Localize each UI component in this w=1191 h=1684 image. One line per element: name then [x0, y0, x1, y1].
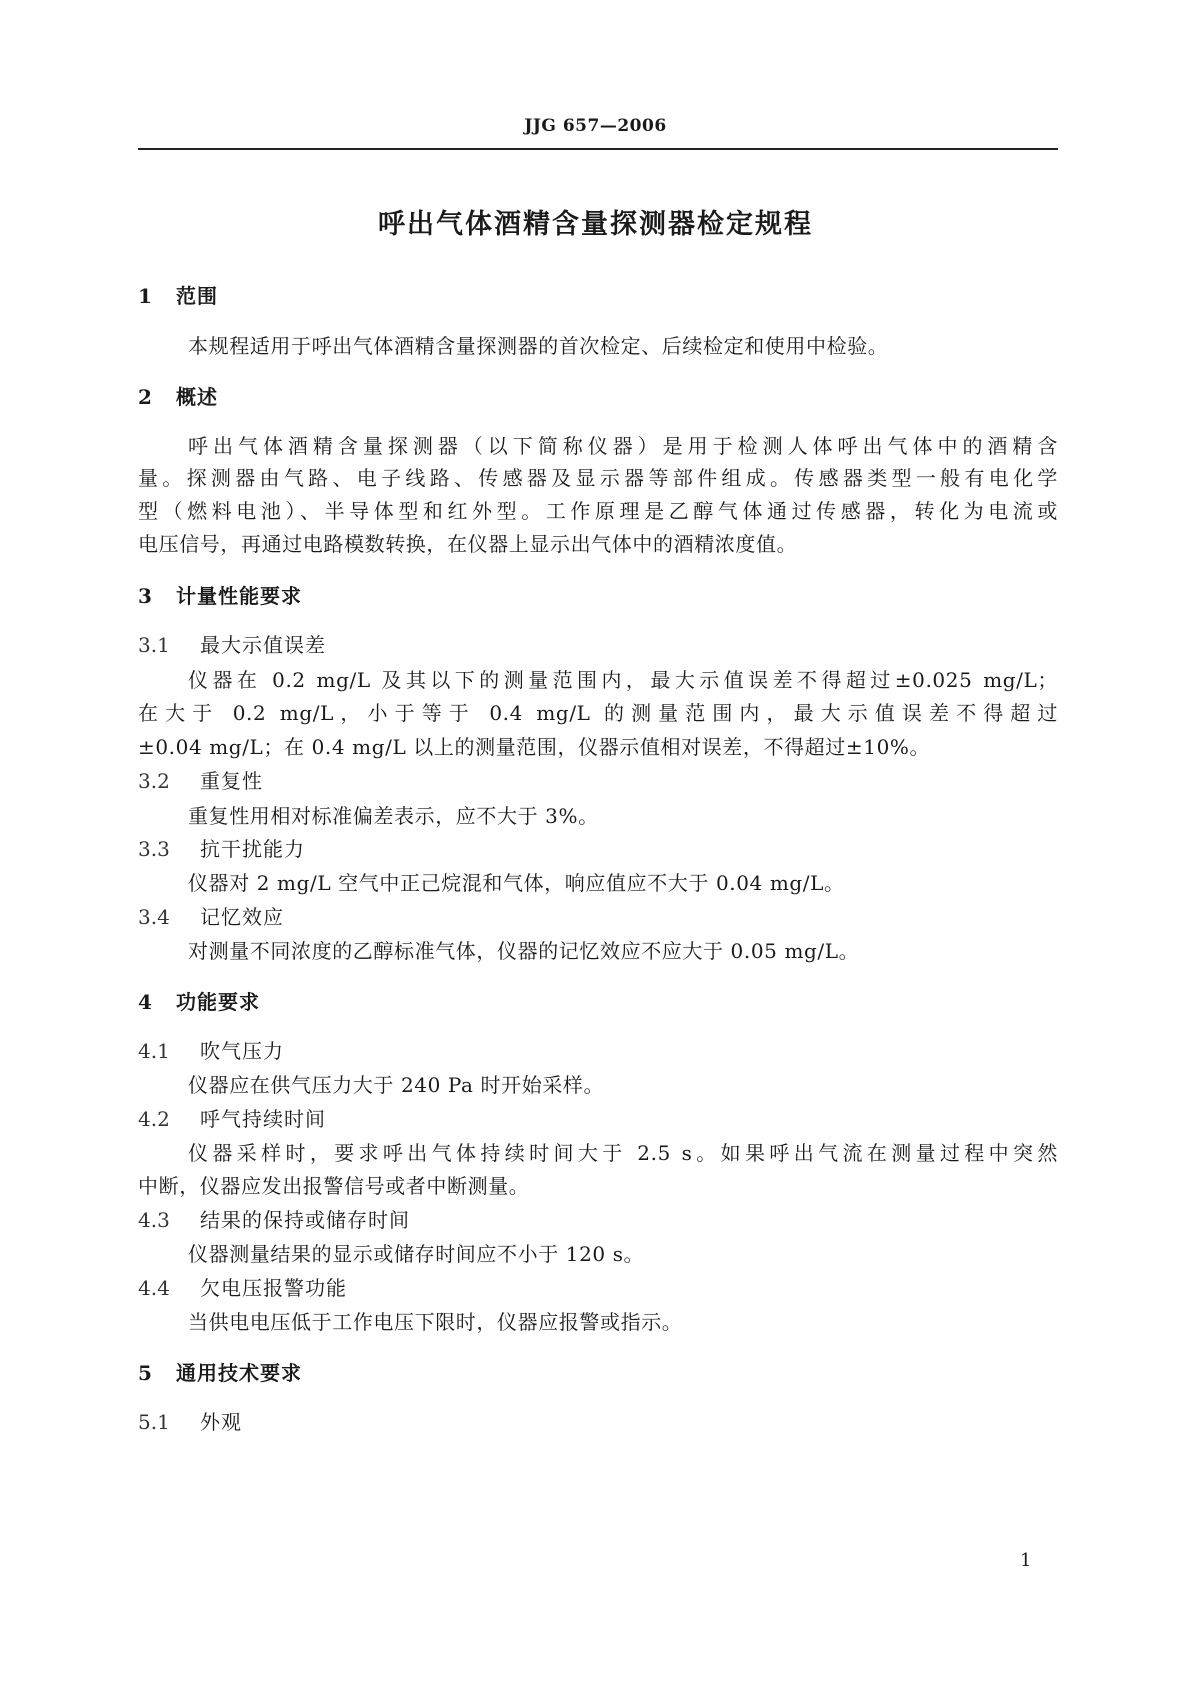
clause-4-4-line-1: 当供电电压低于工作电压下限时，仪器应报警或指示。: [188, 1310, 683, 1334]
clause-title: 吹气压力: [200, 1039, 284, 1063]
clause-4-3-heading: [138, 1204, 410, 1233]
clause-title: 外观: [200, 1410, 242, 1434]
section-title: 概述: [176, 385, 218, 409]
clause-title: 欠电压报警功能: [200, 1276, 347, 1300]
clause-4-2-line-1: 仪器采样时，要求呼出气体持续时间大于 2.5 s。如果呼出气流在测量过程中突然: [188, 1141, 1058, 1165]
section-2-line-3: 型（燃料电池）、半导体型和红外型。工作原理是乙醇气体通过传感器，转化为电流或: [138, 499, 1058, 523]
clause-3-1-line-3: ±0.04 mg/L；在 0.4 mg/L 以上的测量范围，仪器示值相对误差，不得超过±10%。: [138, 735, 931, 759]
section-number: 2: [138, 385, 153, 409]
clause-4-2-line-2: 中断，仪器应发出报警信号或者中断测量。: [138, 1174, 530, 1198]
clause-number: 3.4: [138, 905, 170, 929]
section-2-line-1: 呼出气体酒精含量探测器（以下简称仪器）是用于检测人体呼出气体中的酒精含: [188, 434, 1058, 458]
clause-3-3-line-1: 仪器对 2 mg/L 空气中正己烷混和气体，响应值应不大于 0.04 mg/L。: [188, 871, 845, 895]
document-title: 呼出气体酒精含量探测器检定规程: [378, 209, 813, 240]
section-1-heading: [138, 280, 218, 309]
section-title: 计量性能要求: [176, 584, 302, 608]
clause-number: 4.3: [138, 1208, 170, 1232]
clause-5-1-heading: [138, 1406, 242, 1435]
clause-number: 4.1: [138, 1039, 170, 1063]
clause-title: 最大示值误差: [200, 633, 326, 657]
header-rule: [138, 148, 1058, 150]
clause-title: 呼气持续时间: [200, 1107, 326, 1131]
clause-title: 记忆效应: [200, 905, 284, 929]
section-title: 通用技术要求: [176, 1361, 302, 1385]
clause-4-1-heading: [138, 1035, 284, 1064]
clause-number: 3.3: [138, 837, 170, 861]
clause-number: 5.1: [138, 1410, 170, 1434]
section-number: 3: [138, 584, 153, 608]
section-4-heading: [138, 986, 260, 1015]
clause-3-3-heading: [138, 833, 305, 862]
page-number: 1: [1020, 1550, 1032, 1571]
clause-4-1-line-1: 仪器应在供气压力大于 240 Pa 时开始采样。: [188, 1073, 605, 1097]
section-title: 功能要求: [176, 990, 260, 1014]
clause-3-1-line-1: 仪器在 0.2 mg/L 及其以下的测量范围内，最大示值误差不得超过±0.025 mg/L；: [188, 668, 1058, 692]
running-header: JJG 657—2006: [524, 116, 667, 136]
clause-3-2-line-1: 重复性用相对标准偏差表示，应不大于 3%。: [188, 804, 599, 828]
clause-3-4-heading: [138, 901, 284, 930]
section-1-paragraph: 本规程适用于呼出气体酒精含量探测器的首次检定、后续检定和使用中检验。: [188, 334, 889, 358]
clause-3-4-line-1: 对测量不同浓度的乙醇标准气体，仪器的记忆效应不应大于 0.05 mg/L。: [188, 939, 860, 963]
section-title: 范围: [176, 284, 218, 308]
section-2-line-2: 量。探测器由气路、电子线路、传感器及显示器等部件组成。传感器类型一般有电化学: [138, 466, 1058, 490]
section-2-heading: [138, 381, 218, 410]
clause-title: 结果的保持或储存时间: [200, 1208, 410, 1232]
clause-number: 3.2: [138, 769, 170, 793]
section-2-line-4: 电压信号，再通过电路模数转换，在仪器上显示出气体中的酒精浓度值。: [138, 532, 798, 556]
clause-4-3-line-1: 仪器测量结果的显示或储存时间应不小于 120 s。: [188, 1242, 645, 1266]
clause-3-2-heading: [138, 765, 263, 794]
clause-number: 4.2: [138, 1107, 170, 1131]
section-number: 4: [138, 990, 153, 1014]
clause-4-4-heading: [138, 1272, 347, 1301]
clause-title: 抗干扰能力: [200, 837, 305, 861]
clause-title: 重复性: [200, 769, 263, 793]
section-3-heading: [138, 580, 302, 609]
section-number: 1: [138, 284, 153, 308]
clause-number: 3.1: [138, 633, 170, 657]
clause-3-1-line-2: 在大于 0.2 mg/L，小于等于 0.4 mg/L 的测量范围内，最大示值误差不得超过: [138, 701, 1058, 725]
section-number: 5: [138, 1361, 153, 1385]
clause-3-1-heading: [138, 629, 326, 658]
clause-number: 4.4: [138, 1276, 170, 1300]
clause-4-2-heading: [138, 1103, 326, 1132]
section-5-heading: [138, 1357, 302, 1386]
